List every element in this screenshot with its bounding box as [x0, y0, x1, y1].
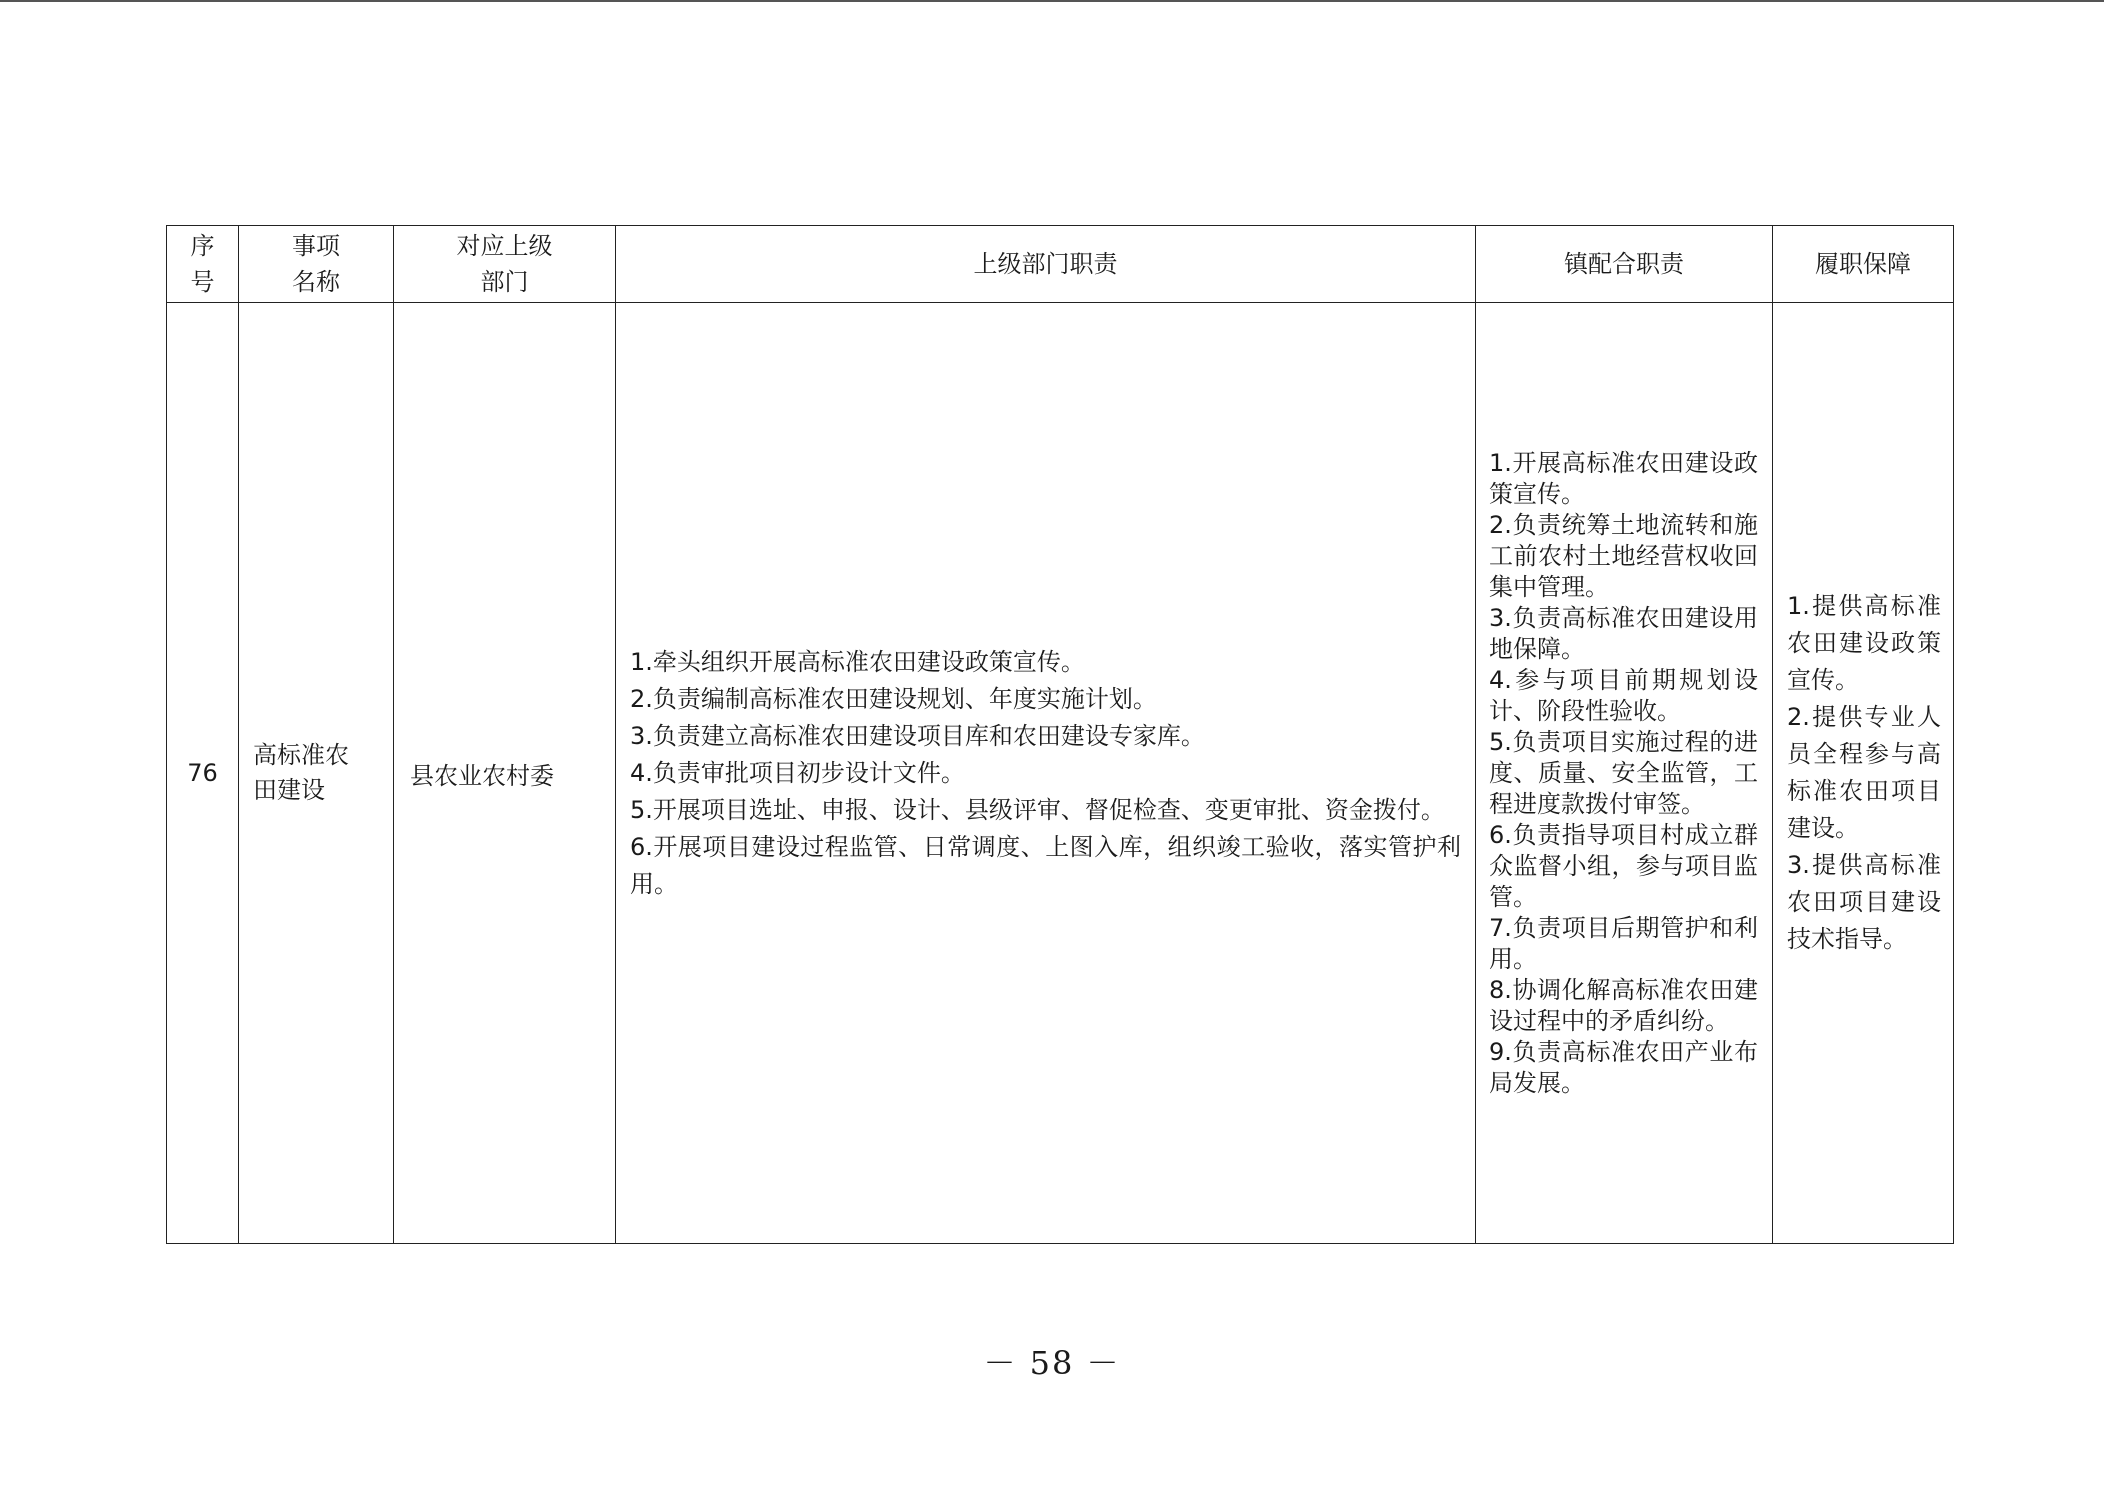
cell-town-duties [1476, 303, 1773, 1244]
header-superior-dept-line-2: 部门 [480, 268, 529, 296]
header-seq-line-1: 序 [190, 232, 215, 260]
cell-item-name [239, 303, 394, 1244]
list-item: 9.负责高标准农田产业布局发展。 [1489, 1037, 1758, 1097]
duty-table [166, 225, 1954, 1244]
header-item-name-line-1: 事项 [292, 232, 340, 260]
header-superior-duties: 上级部门职责 [616, 226, 1476, 303]
list-item: 5.开展项目选址、申报、设计、县级评审、督促检查、变更审批、资金拨付。 [630, 795, 1445, 824]
header-superior-dept [394, 226, 616, 303]
list-item: 4.负责审批项目初步设计文件。 [630, 758, 965, 787]
item-name-text: 高标准农田建设 [253, 741, 349, 804]
list-item: 1.开展高标准农田建设政策宣传。 [1489, 448, 1758, 508]
list-item: 7.负责项目后期管护和利用。 [1489, 913, 1758, 973]
header-town-duties: 镇配合职责 [1476, 226, 1773, 303]
cell-seq: 76 [167, 303, 239, 1244]
cell-superior-duties [616, 303, 1476, 1244]
list-item: 3.负责高标准农田建设用地保障。 [1489, 603, 1758, 663]
header-seq-line-2: 号 [190, 268, 215, 296]
header-item-name-line-2: 名称 [292, 268, 340, 296]
cell-superior-dept: 县农业农村委 [394, 303, 616, 1244]
list-item: 4.参与项目前期规划设计、阶段性验收。 [1489, 665, 1758, 725]
list-item: 8.协调化解高标准农田建设过程中的矛盾纠纷。 [1489, 975, 1758, 1035]
header-item-name [239, 226, 394, 303]
list-item: 2.负责统筹土地流转和施工前农村土地经营权收回集中管理。 [1489, 510, 1758, 601]
header-guarantee: 履职保障 [1773, 226, 1954, 303]
list-item: 1.提供高标准农田建设政策宣传。 [1787, 592, 1941, 694]
list-item: 2.提供专业人员全程参与高标准农田项目建设。 [1787, 703, 1941, 842]
header-seq [167, 226, 239, 303]
header-superior-dept-line-1: 对应上级 [456, 232, 553, 260]
list-item: 1.牵头组织开展高标准农田建设政策宣传。 [630, 647, 1085, 676]
cell-guarantee [1773, 303, 1954, 1244]
page-number: － 58 － [983, 1344, 1121, 1382]
list-item: 2.负责编制高标准农田建设规划、年度实施计划。 [630, 684, 1157, 713]
list-item: 5.负责项目实施过程的进度、质量、安全监管，工程进度款拨付审签。 [1489, 727, 1758, 818]
table-header-row [167, 226, 1954, 303]
table-row [167, 303, 1954, 1244]
top-border-line [0, 0, 2104, 2]
list-item: 6.开展项目建设过程监管、日常调度、上图入库，组织竣工验收，落实管护利用。 [630, 832, 1461, 898]
list-item: 6.负责指导项目村成立群众监督小组，参与项目监管。 [1489, 820, 1758, 911]
list-item: 3.负责建立高标准农田建设项目库和农田建设专家库。 [630, 721, 1205, 750]
guarantee-list [1787, 588, 1941, 958]
superior-duties-list [630, 644, 1461, 903]
town-duties-list [1489, 448, 1758, 1099]
list-item: 3.提供高标准农田项目建设技术指导。 [1787, 851, 1941, 953]
